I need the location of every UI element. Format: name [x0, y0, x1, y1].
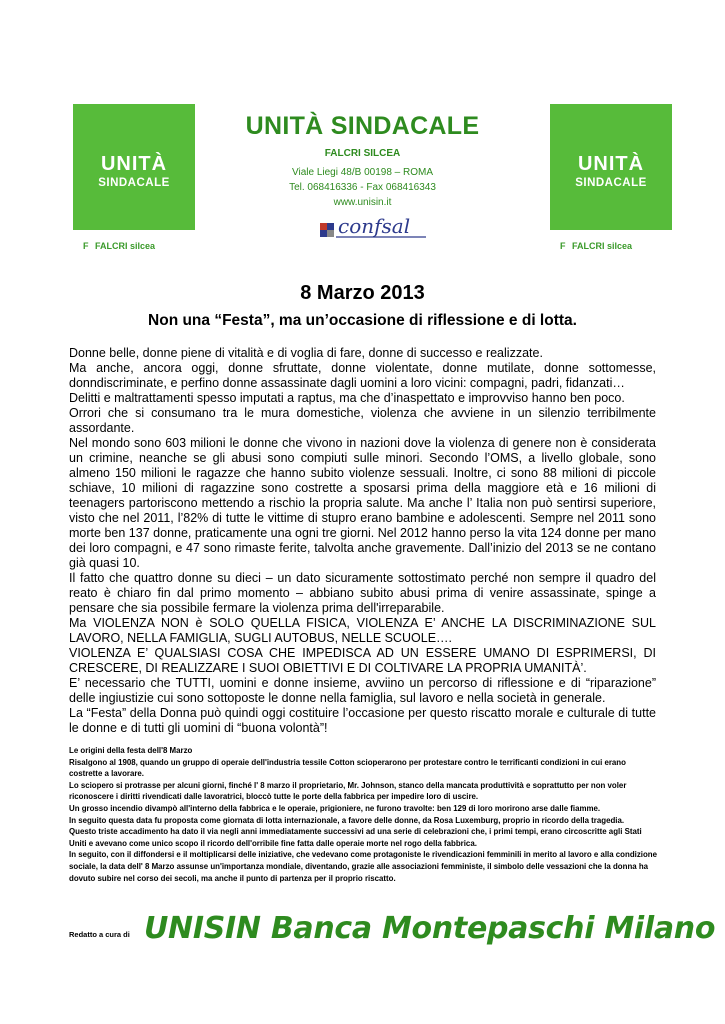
letterhead [200, 112, 525, 210]
unita-sindacale-logo-left [73, 104, 195, 256]
logo-green-box [550, 104, 672, 230]
logo-text-unita: UNITÀ [577, 153, 645, 175]
paragraph: Donne belle, donne piene di vitalità e di voglia di fare, donne di successo e realizzate. [69, 346, 543, 360]
history-paragraph: In seguito questa data fu proposta come giornata di lotta internazionale, a favore delle donne, da Rosa Luxemburg, proprio in ricordo della tragedia. [69, 815, 625, 825]
falcri-icon: F [560, 241, 566, 251]
history-note [69, 745, 657, 884]
document-subtitle: Non una “Festa”, ma un’occasione di riflessione e di lotta. [148, 312, 577, 329]
falcri-icon: F [83, 241, 89, 251]
organization-title: UNITÀ SINDACALE [245, 112, 480, 140]
address: Viale Liegi 48/B 00198 – ROMA [291, 167, 433, 178]
paragraph: Ma anche, ancora oggi, donne sfruttate, donne violentate, donne mutilate, donne sottomesse, donndiscriminate, e perfino donne assassinate dagli uomini a loro vicini: compagni, padri, fidanzati… [69, 361, 656, 390]
history-paragraph: In seguito, con il diffondersi e il moltiplicarsi delle iniziative, che vedevano come protagoniste le rivendicazioni femminili in merito al lavoro e alla condizione sociale, la data dell' 8 Marzo assunse un'importanza mondiale, diventando, grazie alle associazioni femministe, il simbolo delle vessazioni che la donna ha dovuto subire nel corso dei secoli, ma anche il punto di partenza per il proprio riscatto. [69, 850, 657, 883]
logo-text-unita: UNITÀ [100, 153, 168, 175]
falcri-silcea-mark [73, 238, 195, 254]
paragraph: Orrori che si consumano tra le mura domestiche, violenza che avviene in un silenzio terribilmente assordante. [69, 406, 656, 435]
paragraph: La “Festa” della Donna può quindi oggi costituire l’occasione per questo riscatto morale e culturale di tutte le donne e di tutti gli uomini di “buona volontà”! [69, 706, 656, 735]
phone-fax: Tel. 068416336 - Fax 068416343 [289, 182, 436, 193]
history-paragraph: Un grosso incendio divampò all'interno della fabbrica e le operaie, prigioniere, ne furono travolte: ben 129 di loro morirono arse dalle fiamme. [69, 803, 601, 813]
paragraph: Ma VIOLENZA NON è SOLO QUELLA FISICA, VIOLENZA E’ ANCHE LA DISCRIMINAZIONE SUL LAVORO, NELLA FAMIGLIA, SUGLI AUTOBUS, NELLE SCUOLE…. [69, 616, 656, 645]
logo-text-sindacale: SINDACALE [575, 177, 647, 189]
footer-credit [69, 908, 716, 958]
history-paragraph: Lo sciopero si protrasse per alcuni giorni, finché l' 8 marzo il proprietario, Mr. Johnson, stanco della mancata produttività e soprattutto per non voler riconoscere i diritti rivendicati dalle lavoratrici, bloccò tutte le porte della fabbrica per impedire loro di uscire. [69, 780, 627, 802]
paragraph: Il fatto che quattro donne su dieci – un dato sicuramente sottostimato perché non sempre il quadro del reato è chiaro fin dal primo momento – abbiano subito abusi prima di venire assassinate, spinge a pensare che sia possibile fermare la violenza prima dell'irreparabile. [69, 571, 656, 615]
confsal-logo [320, 211, 428, 241]
website-link[interactable]: www.unisin.it [333, 197, 392, 208]
falcri-silcea-mark [550, 238, 672, 254]
article-body [69, 346, 656, 736]
falcri-silcea-label: FALCRI silcea [572, 241, 633, 251]
organization-subtitle: FALCRI SILCEA [324, 148, 401, 159]
logo-green-box [73, 104, 195, 230]
document-date-title: 8 Marzo 2013 [300, 282, 425, 304]
unita-sindacale-logo-right [550, 104, 672, 256]
credit-label: Redatto a cura di [69, 930, 130, 939]
paragraph: Nel mondo sono 603 milioni le donne che vivono in nazioni dove la violenza di genere non è considerata un crimine, neanche se gli abusi sono compiuti sulle minori. Secondo l’OMS, a livello globale, sono almeno 150 milioni le ragazze che hanno subito violenze sessuali. Inoltre, ci sono 88 milioni di piccole schiave, 10 milioni di ragazzine sono costrette a sposarsi prima della maggiore età e 16 milioni di teenagers partoriscono mettendo a rischio la propria salute. Ma anche l’ Italia non può sentirsi superiore, visto che nel 2011, l’82% di tutte le vittime di stupro erano bambine e adolescenti. Sempre nel 2011 sono morte ben 137 donne, praticamente una ogni tre giorni. Nel 2012 hanno perso la vita 124 donne per mano dei loro compagni, e 47 sono rimaste ferite, talvolta anche gravemente. Dall’inizio del 2013 se ne contano già quasi 10. [69, 436, 656, 570]
credit-signature: UNISIN Banca Montepaschi Milano [144, 911, 716, 946]
history-paragraph: Risalgono al 1908, quando un gruppo di operaie dell'industria tessile Cotton scioperarono per protestare contro le terrificanti condizioni in cui erano costrette a lavorare. [69, 757, 626, 779]
paragraph: Delitti e maltrattamenti spesso imputati a raptus, ma che d’inaspettato e improvviso hanno ben poco. [69, 391, 625, 405]
paragraph: VIOLENZA E’ QUALSIASI COSA CHE IMPEDISCA AD UN ESSERE UMANO DI ESPRIMERSI, DI CRESCERE, DI REALIZZARE I SUOI OBIETTIVI E DI COLTIVARE LA PROPRIA UMANITÀ’. [69, 646, 656, 675]
history-paragraph: Questo triste accadimento ha dato il via negli anni immediatamente successivi ad una serie di celebrazioni che, i primi tempi, erano circoscritte agli Stati Uniti e avevano come unico scopo il ricordo dell'orribile fine fatta dalle operaie morte nel rogo della fabbrica. [69, 827, 642, 848]
logo-text-sindacale: SINDACALE [98, 177, 170, 189]
falcri-silcea-label: FALCRI silcea [95, 241, 156, 251]
history-note-heading: Le origini della festa dell'8 Marzo [69, 746, 193, 755]
confsal-wordmark: confsal [338, 214, 411, 238]
paragraph: E’ necessario che TUTTI, uomini e donne insieme, avviino un percorso di riflessione e di “riparazione” delle ingiustizie cui sono sottoposte le donne nella famiglia, sul lavoro e nella società in generale. [69, 676, 656, 705]
